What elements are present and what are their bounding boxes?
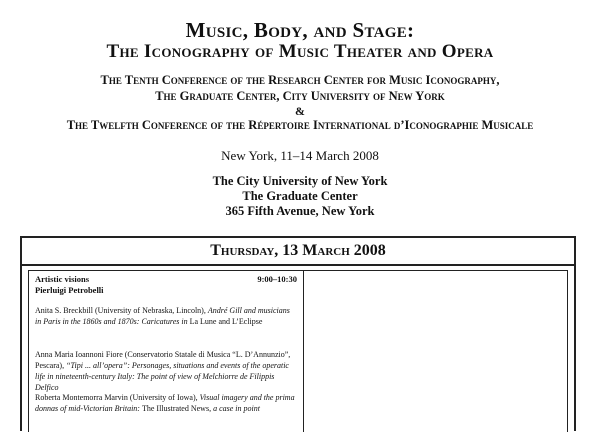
session-time: 9:00–10:30 [257, 274, 297, 284]
venue-line-2: The Graduate Center [242, 189, 358, 203]
paper-title: André Gill and musicians in Paris in the 1860s and 1870s: Caricatures in [35, 306, 290, 326]
paper-title-roman: La Lune and L’Eclipse [189, 317, 263, 326]
day-header: Thursday, 13 March 2008 [22, 238, 574, 266]
paper-title: “Tipi ... all’opera”: Personages, situations and events of the operatic life in nineteenth-century Italy: The point of view of Melchiorre de Filippis Delfico [35, 361, 289, 392]
paper-author: Roberta Montemorra Marvin (University of Iowa), [35, 393, 200, 402]
conference-line-1: The Tenth Conference of the Research Center for Music Iconography, [100, 73, 500, 87]
conference-line-3: The Twelfth Conference of the Répertoire International d’Iconographie Musicale [66, 118, 534, 132]
paper-entry [35, 305, 297, 327]
session-column-right [303, 270, 568, 432]
conference-line-2: The Graduate Center, City University of New York [155, 89, 445, 103]
paper-author: Anita S. Breckbill (University of Nebraska, Lincoln), [35, 306, 208, 315]
session-chair: Pierluigi Petrobelli [35, 285, 104, 295]
conference-ampersand: & [295, 104, 305, 118]
venue-line-1: The City University of New York [212, 174, 388, 188]
title-line-2: The Iconography of Music Theater and Opera [106, 41, 494, 62]
paper-title: Visual imagery and the prima donnas of mid-Victorian Britain: [35, 393, 295, 413]
conference-dates: New York, 11–14 March 2008 [221, 148, 379, 163]
paper-title-end: , a case in point [209, 404, 260, 413]
schedule-table [20, 236, 576, 431]
venue-line-3: 365 Fifth Avenue, New York [225, 204, 375, 218]
paper-author: Anna Maria Ioannoni Fiore (Conservatorio Statale di Musica “L. D’Annunzio”, Pescara), [35, 350, 291, 370]
session-column-left [28, 270, 304, 432]
title-line-1: Music, Body, and Stage: [185, 18, 415, 42]
paper-entry [35, 392, 297, 414]
paper-entry [35, 349, 297, 393]
paper-title-roman: The Illustrated News [141, 404, 210, 413]
session-title: Artistic visions [35, 274, 90, 284]
